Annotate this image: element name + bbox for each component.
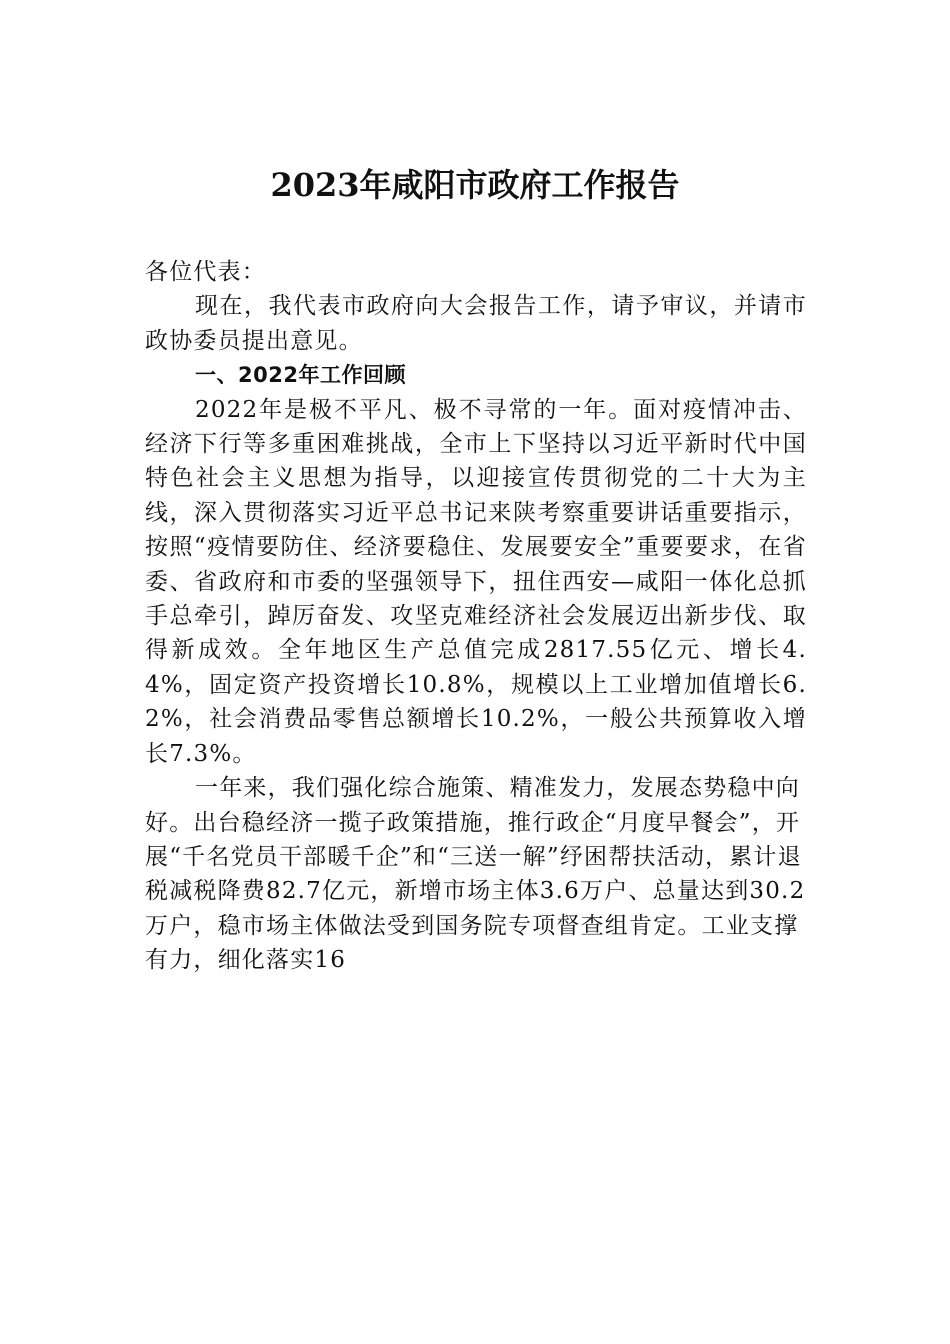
paragraph-year-overview: 一年来，我们强化综合施策、精准发力，发展态势稳中向好。出台稳经济一揽子政策措施，推行政企“月度早餐会”，开展“千名党员干部暖千企”和“三送一解”纾困帮扶活动，累计退税减税降费82.7亿元，新增市场主体3.6万户、总量达到30.2万户，稳市场主体做法受到国务院专项督查组肯定。工业支撑有力，细化落实16	[145, 775, 806, 974]
intro-paragraph: 现在，我代表市政府向大会报告工作，请予审议，并请市政协委员提出意见。	[145, 293, 807, 354]
section-heading: 一、2022年工作回顾	[195, 363, 406, 388]
salutation: 各位代表：	[145, 259, 266, 285]
paragraph-review-summary: 2022年是极不平凡、极不寻常的一年。面对疫情冲击、经济下行等多重困难挑战，全市上下坚持以习近平新时代中国特色社会主义思想为指导，以迎接宣传贯彻党的二十大为主线，深入贯彻落实习近平总书记来陕考察重要讲话重要指示，按照“疫情要防住、经济要稳住、发展要安全”重要要求，在省委、省政府和市委的坚强领导下，扭住西安—咸阳一体化总抓手总牵引，踔厉奋发、攻坚克难经济社会发展迈出新步伐、取得新成效。全年地区生产总值完成2817.55亿元、增长4.4%，固定资产投资增长10.8%，规模以上工业增加值增长6.2%，社会消费品零售总额增长10.2%，一般公共预算收入增长7.3%。	[145, 396, 807, 767]
document-body	[145, 255, 807, 978]
document-title: 2023年咸阳市政府工作报告	[270, 166, 680, 204]
